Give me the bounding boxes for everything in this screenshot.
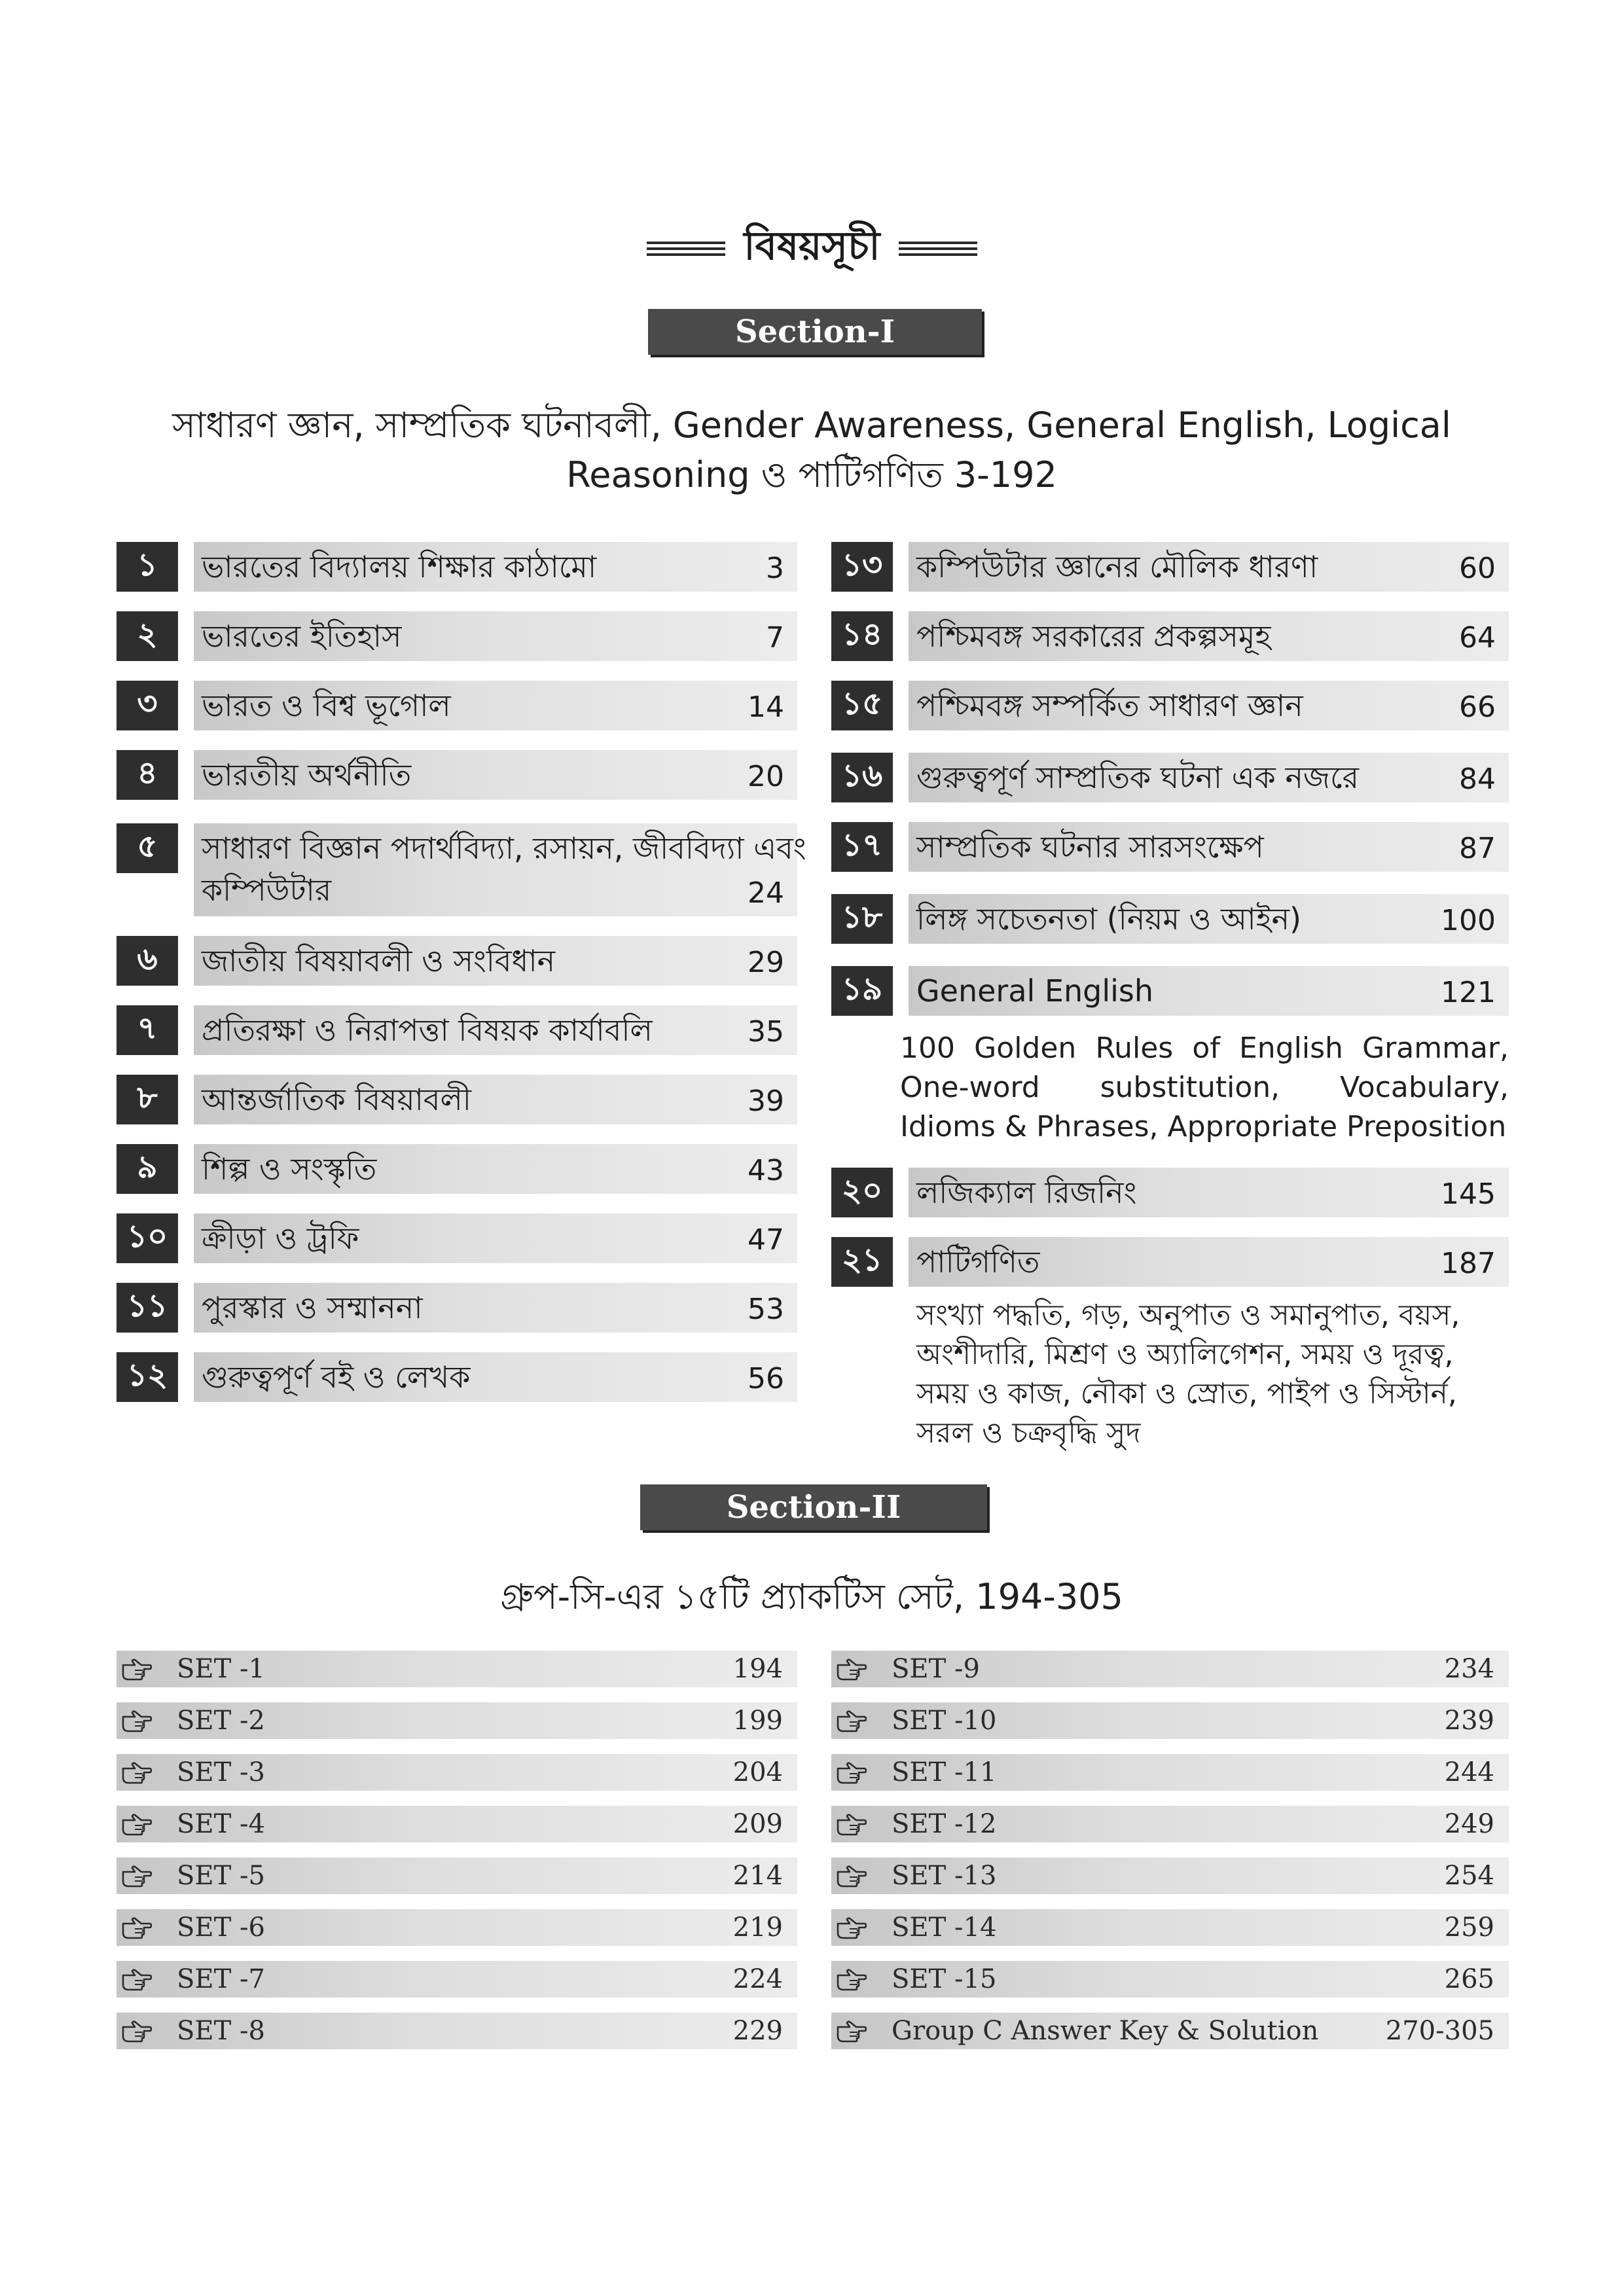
- chapter-row: [831, 542, 1509, 592]
- arithmetic-description: সংখ্যা পদ্ধতি, গড়, অনুপাত ও সমানুপাত, বয়স, অংশীদারি, মিশ্রণ ও অ্যালিগেশন, সময় ও দূরত্ব, সময় ও কাজ, নৌকা ও স্রোত, পাইপ ও সিস্টার্ন, সরল ও চক্রবৃদ্ধি সুদ: [916, 1299, 1460, 1450]
- set-page-number: 209: [732, 1809, 783, 1839]
- set-label: SET -5: [177, 1861, 265, 1891]
- left-double-rule: [647, 242, 725, 256]
- section-1-subtitle-line1: সাধারণ জ্ঞান, সাম্প্রতিক ঘটনাবলী, Gender Awareness, General English, Logical: [172, 404, 1451, 446]
- chapter-number: ১৭: [831, 822, 893, 872]
- section-2-badge: Section-II: [640, 1484, 987, 1530]
- chapter-row: [117, 823, 806, 916]
- chapter-title: লজিক্যাল রিজনিং: [916, 1175, 1137, 1210]
- chapter-number: ৮: [117, 1075, 178, 1124]
- chapter-row: [831, 966, 1509, 1016]
- chapter-number: ৫: [117, 823, 178, 873]
- chapter-number: ৪: [117, 750, 178, 800]
- set-row: [831, 1806, 1509, 1842]
- set-row: [831, 1651, 1509, 1687]
- chapter-row: [117, 936, 797, 986]
- pointing-hand-icon: [122, 1864, 152, 1888]
- chapter-title: সাম্প্রতিক ঘটনার সারসংক্ষেপ: [916, 829, 1264, 865]
- set-row: [117, 1806, 797, 1842]
- set-label: SET -3: [177, 1757, 265, 1787]
- chapter-number: ৩: [117, 681, 178, 730]
- chapter-number: ১৯: [831, 966, 893, 1016]
- chapter-page-number: 14: [748, 691, 784, 724]
- set-label: SET -11: [892, 1757, 997, 1787]
- chapter-row: [117, 1005, 797, 1055]
- contents-heading: [0, 216, 1624, 281]
- pointing-hand-icon: [122, 1967, 152, 1991]
- chapter-row: [831, 753, 1509, 802]
- set-label: SET -8: [177, 2016, 265, 2046]
- pointing-hand-icon: [837, 1761, 867, 1784]
- set-row: [831, 1909, 1509, 1946]
- right-double-rule: [899, 242, 977, 256]
- set-label: SET -14: [892, 1912, 997, 1943]
- chapter-title: পশ্চিমবঙ্গ সম্পর্কিত সাধারণ জ্ঞান: [916, 688, 1303, 723]
- chapter-number: ১১: [117, 1283, 178, 1333]
- set-page-number: 199: [732, 1706, 783, 1736]
- chapter-number: ১৬: [831, 753, 893, 802]
- chapter-row: [117, 542, 797, 592]
- set-page-number: 270-305: [1385, 2016, 1494, 2046]
- pointing-hand-icon: [122, 1812, 152, 1836]
- chapter-number: ১০: [117, 1213, 178, 1263]
- chapter-number: ১: [117, 542, 178, 592]
- set-page-number: 204: [732, 1757, 783, 1787]
- set-page-number: 219: [732, 1912, 783, 1943]
- set-label: SET -6: [177, 1912, 265, 1943]
- chapter-row: [117, 750, 797, 800]
- set-label: SET -9: [892, 1654, 980, 1684]
- chapter-number: ২০: [831, 1168, 893, 1217]
- pointing-hand-icon: [122, 2019, 152, 2043]
- set-page-number: 265: [1444, 1964, 1494, 1994]
- chapter-row: [831, 822, 1509, 872]
- chapter-page-number: 35: [748, 1015, 784, 1049]
- set-label: SET -4: [177, 1809, 265, 1839]
- chapter-page-number: 43: [748, 1154, 784, 1187]
- pointing-hand-icon: [837, 1864, 867, 1888]
- chapter-page-number: 64: [1459, 621, 1496, 655]
- set-label: SET -13: [892, 1861, 997, 1891]
- chapter-row: [117, 1352, 797, 1402]
- chapter-number: ১৩: [831, 542, 893, 592]
- chapter-page-number: 47: [748, 1223, 784, 1257]
- chapter-page-number: 29: [748, 946, 784, 979]
- chapter-title: ভারতের বিদ্যালয় শিক্ষার কাঠামো: [202, 549, 597, 584]
- chapter-title: ক্রীড়া ও ট্রফি: [202, 1221, 359, 1256]
- set-row: [117, 1909, 797, 1946]
- set-page-number: 259: [1444, 1912, 1494, 1943]
- chapter-title: জাতীয় বিষয়াবলী ও সংবিধান: [202, 943, 556, 978]
- chapter-number: ১৪: [831, 611, 893, 661]
- chapter-number: ১৮: [831, 894, 893, 944]
- pointing-hand-icon: [122, 1761, 152, 1784]
- set-page-number: 229: [732, 2016, 783, 2046]
- chapter-title: পুরস্কার ও সম্মাননা: [202, 1290, 423, 1325]
- chapter-number: ৯: [117, 1144, 178, 1194]
- chapter-title: পশ্চিমবঙ্গ সরকারের প্রকল্পসমূহ: [916, 619, 1271, 654]
- chapter-row: [117, 1144, 797, 1194]
- set-page-number: 244: [1444, 1757, 1494, 1787]
- set-page-number: 254: [1444, 1861, 1494, 1891]
- chapter-page-number: 121: [1441, 976, 1496, 1009]
- set-label: SET -12: [892, 1809, 997, 1839]
- chapter-page-number: 87: [1459, 832, 1496, 865]
- chapter-row: [117, 681, 797, 730]
- pointing-hand-icon: [122, 1916, 152, 1939]
- chapter-row: [831, 1237, 1509, 1287]
- section-2-subtitle: গ্রুপ-সি-এর ১৫টি প্র্যাকটিস সেট, 194-305: [500, 1576, 1123, 1617]
- general-english-description: 100 Golden Rules of English Grammar, One-word substitution, Vocabulary, Idioms & Phrases, Appropriate Preposition: [900, 1031, 1509, 1143]
- chapter-title: ভারতীয় অর্থনীতি: [202, 757, 412, 793]
- chapter-row: [831, 1168, 1509, 1217]
- set-row: [117, 1961, 797, 1998]
- chapter-row: [831, 681, 1509, 730]
- chapter-number: ২১: [831, 1237, 893, 1287]
- set-row: [831, 1857, 1509, 1894]
- chapter-title: ভারতের ইতিহাস: [202, 619, 402, 654]
- chapter-row: [831, 611, 1509, 661]
- chapter-page-number: 24: [748, 876, 784, 910]
- pointing-hand-icon: [122, 1657, 152, 1681]
- chapter-row: [117, 1213, 797, 1263]
- set-label: Group C Answer Key & Solution: [892, 2016, 1319, 2046]
- section-1-subtitle-line2: Reasoning ও পাটিগণিত 3-192: [566, 454, 1057, 495]
- chapter-page-number: 53: [748, 1293, 784, 1326]
- chapter-number: ৬: [117, 936, 178, 986]
- chapter-page-number: 60: [1459, 552, 1496, 585]
- pointing-hand-icon: [837, 1657, 867, 1681]
- chapter-page-number: 39: [748, 1085, 784, 1118]
- chapter-number: ১৫: [831, 681, 893, 730]
- chapter-title: General English: [916, 973, 1154, 1009]
- chapter-page-number: 56: [748, 1362, 784, 1395]
- chapter-row: [117, 1283, 797, 1333]
- chapter-title: লিঙ্গ সচেতনতা (নিয়ম ও আইন): [916, 901, 1301, 937]
- chapter-title: ভারত ও বিশ্ব ভূগোল: [202, 688, 451, 723]
- chapter-page-number: 7: [766, 621, 784, 655]
- set-page-number: 239: [1444, 1706, 1494, 1736]
- chapter-number: ৭: [117, 1005, 178, 1055]
- chapter-page-number: 20: [748, 760, 784, 793]
- set-row: [117, 1651, 797, 1687]
- chapter-title: গুরুত্বপূর্ণ বই ও লেখক: [202, 1359, 471, 1395]
- set-page-number: 234: [1444, 1654, 1494, 1684]
- set-label: SET -15: [892, 1964, 997, 1994]
- set-label: SET -2: [177, 1706, 265, 1736]
- set-row: [831, 1961, 1509, 1998]
- set-row: [831, 2013, 1509, 2049]
- set-label: SET -7: [177, 1964, 265, 1994]
- set-page-number: 224: [732, 1964, 783, 1994]
- chapter-number: ১২: [117, 1352, 178, 1402]
- pointing-hand-icon: [837, 1916, 867, 1939]
- chapter-page-number: 100: [1441, 904, 1496, 937]
- set-row: [117, 1702, 797, 1739]
- set-label: SET -1: [177, 1654, 265, 1684]
- pointing-hand-icon: [837, 1967, 867, 1991]
- chapter-title: আন্তর্জাতিক বিষয়াবলী: [202, 1082, 471, 1117]
- chapter-row: [117, 611, 797, 661]
- set-row: [117, 2013, 797, 2049]
- chapter-title: গুরুত্বপূর্ণ সাম্প্রতিক ঘটনা এক নজরে: [916, 760, 1359, 795]
- chapter-page-number: 66: [1459, 691, 1496, 724]
- chapter-title: পাটিগণিত: [916, 1244, 1040, 1280]
- pointing-hand-icon: [837, 2019, 867, 2043]
- chapter-title: সাধারণ বিজ্ঞান পদার্থবিদ্যা, রসায়ন, জীববিদ্যা এবং কম্পিউটার: [202, 831, 806, 908]
- chapter-page-number: 145: [1441, 1177, 1496, 1211]
- section-1-badge: Section-I: [648, 309, 982, 355]
- chapter-page-number: 187: [1441, 1247, 1496, 1280]
- set-page-number: 194: [732, 1654, 783, 1684]
- chapter-number: ২: [117, 611, 178, 661]
- set-page-number: 249: [1444, 1809, 1494, 1839]
- chapter-page-number: 84: [1459, 762, 1496, 796]
- chapter-title: কম্পিউটার জ্ঞানের মৌলিক ধারণা: [916, 549, 1318, 584]
- page-title: বিষয়সূচী: [744, 223, 880, 269]
- set-page-number: 214: [732, 1861, 783, 1891]
- pointing-hand-icon: [122, 1709, 152, 1732]
- chapter-row: [831, 894, 1509, 944]
- chapter-row: [117, 1075, 797, 1124]
- set-row: [117, 1857, 797, 1894]
- set-row: [831, 1702, 1509, 1739]
- set-label: SET -10: [892, 1706, 997, 1736]
- chapter-title: প্রতিরক্ষা ও নিরাপত্তা বিষয়ক কার্যাবলি: [202, 1013, 653, 1048]
- pointing-hand-icon: [837, 1812, 867, 1836]
- chapter-page-number: 3: [766, 552, 784, 585]
- pointing-hand-icon: [837, 1709, 867, 1732]
- set-row: [831, 1754, 1509, 1791]
- set-row: [117, 1754, 797, 1791]
- chapter-title: শিল্প ও সংস্কৃতি: [202, 1151, 377, 1187]
